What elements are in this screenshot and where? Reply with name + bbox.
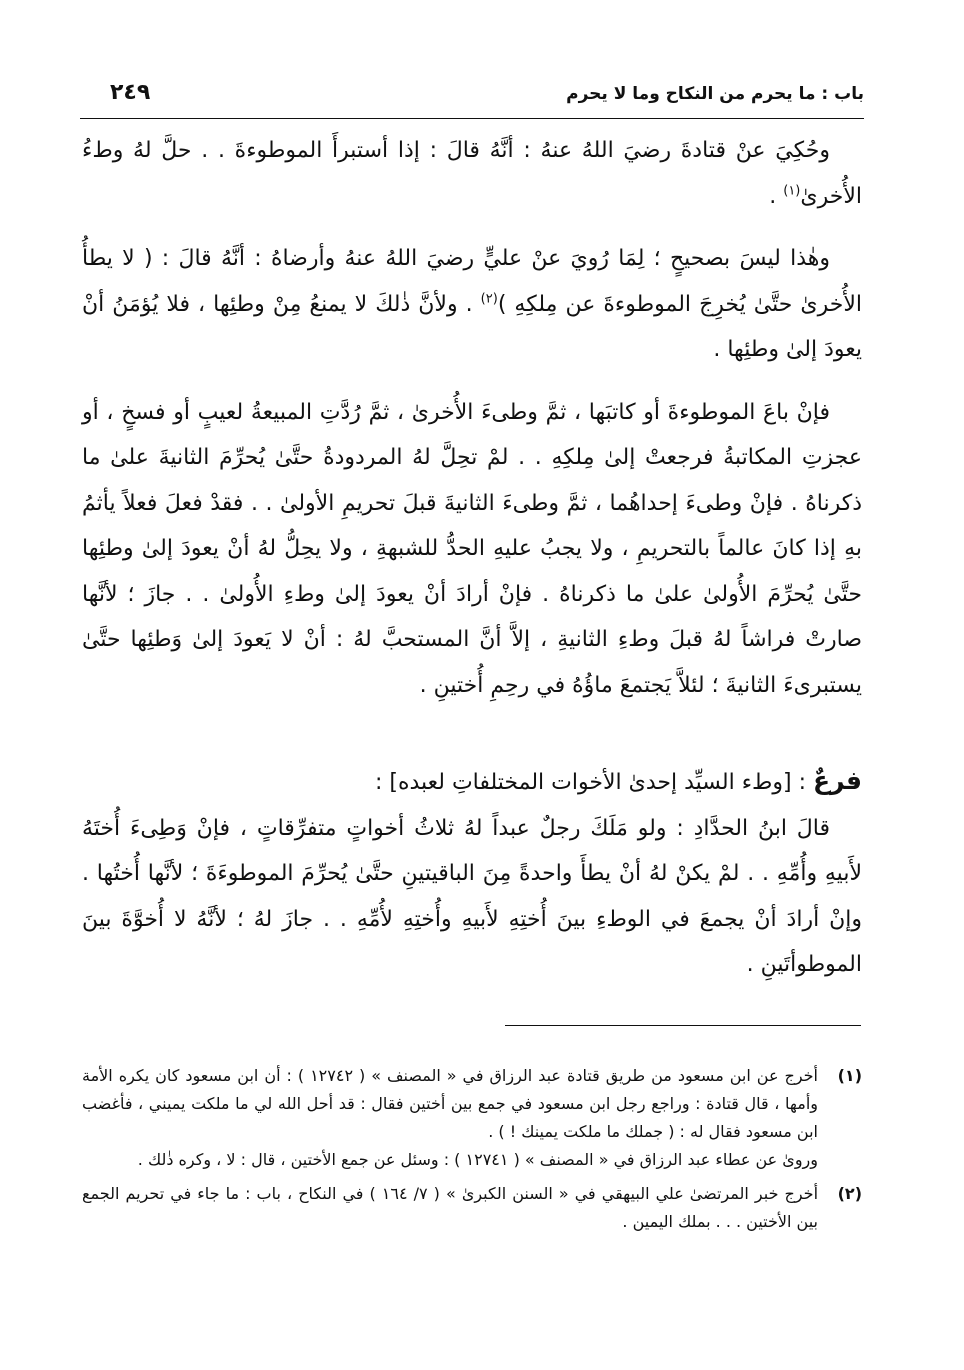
section-heading-title: : [وطء السيِّد إحدىٰ الأخوات المختلفاتِ لعبده] :: [374, 770, 813, 795]
section-heading: [82, 758, 862, 806]
page-number: ٢٤٩: [110, 80, 151, 105]
header-rule: [80, 118, 864, 119]
footnote-number: (١): [837, 1066, 862, 1085]
paragraph-1: [82, 128, 862, 219]
paragraph-4: قالَ ابنُ الحدَّادِ : ولو مَلَكَ رجلٌ عبداً لهُ ثلاثُ أخواتٍ متفرِّقاتٍ ، فإنْ وَطِىءَ أُختَهُ لأَبيهِ وأُمِّهِ . . لمْ يكنْ لهُ أنْ يطأَ واحدةً مِنَ الباقيتينِ حتَّىٰ يُحرِّمَ الموطوءَةَ ؛ لأنَّها أُختُها . وإنْ أرادَ أنْ يجمعَ في الوطءِ بينَ أُختِهِ لأَبيهِ وأُختِهِ لأُمِّهِ . . جازَ لهُ ؛ لأنَّهُ لا أُخوَّةَ بينَ الموطوأتَينِ .: [82, 815, 862, 977]
page-header: [80, 80, 864, 114]
footnotes: [82, 1062, 862, 1242]
footnote-text: وروىٰ عن عطاء عبد الرزاق في « المصنف » ( ١٢٧٤١ ) : وسئل عن جمع الأختين ، قال : لا ، وكره ذٰلك .: [137, 1150, 818, 1169]
paragraph-1-end: .: [769, 183, 784, 209]
footnote-2: [82, 1180, 862, 1236]
footnote-ref-1: (١): [783, 183, 801, 199]
footnote-number: (٢): [837, 1184, 862, 1203]
footnote-1: [82, 1062, 862, 1174]
far-label: فرعٌ: [813, 766, 862, 795]
paragraph-2-end: . ولأنَّ ذٰلكَ لا يمنعُ مِنْ وطئِها ، فلا يُؤمَنُ أنْ يعودَ إلىٰ وطئِها .: [82, 291, 862, 362]
footnote-ref-2: (٢): [480, 291, 498, 307]
running-title: باب : ما يحرم من النكاح وما لا يحرم: [566, 84, 864, 104]
footnote-text: أخرج خبر المرتضىٰ علي البيهقي في « السنن الكبرىٰ » ( ٧/ ١٦٤ ) في النكاح ، باب : ما جاء في تحريم الجمع بين الأختين . . . بملك اليمين .: [82, 1184, 819, 1231]
main-text: [82, 128, 862, 1005]
paragraph-2: [82, 236, 862, 373]
paragraph-2-text: وهٰذا ليسَ بصحيحٍ ؛ لِمَا رُويَ عنْ عليٍّ رضيَ اللهُ عنهُ وأرضاهُ : أنَّهُ قالَ : ( لا يطأُ الأُخرىٰ حتَّىٰ يُخرِجَ الموطوءةَ عن مِلكِهِ ): [82, 246, 862, 317]
paragraph-3: فإنْ باعَ الموطوءةَ أو كاتبَها ، ثمَّ وطىءَ الأُخرىٰ ، ثمَّ رُدَّتِ المبيعةُ لعيبٍ أو فسخٍ ، أو عجزتِ المكاتبةُ فرجعتْ إلىٰ مِلكِهِ . . لمْ تحِلَّ لهُ المردودةُ حتَّىٰ يُحرِّمَ الثانيةَ علىٰ ما ذكرناهُ . فإنْ وطىءَ إحداهُما ، ثمَّ وطىءَ الثانيةَ قبلَ تحريمِ الأولىٰ . . فقدْ فعلَ فعلاً يأثمُ بهِ إذا كانَ عالماً بالتحريمِ ، ولا يجبُ عليهِ الحدُّ للشبهةِ ، ولا يحِلُّ لهُ أنْ يعودَ إلىٰ وطئِها حتَّىٰ يُحرِّمَ الأُولىٰ علىٰ ما ذكرناهُ . فإنْ أرادَ أنْ يعودَ إلىٰ وطءِ الأُولىٰ . . جازَ ؛ لأنَّها صارتْ فراشاً لهُ قبلَ وطءِ الثانيةِ ، إلاَّ أنَّ المستحبَّ لهُ : أنْ لا يَعودَ إلىٰ وَطئِها حتَّىٰ يستبرىءَ الثانيةَ ؛ لئلاَّ يَجتمعَ ماؤُهُ في رحِمِ أُختينِ .: [82, 399, 862, 698]
footnote-text: أخرج عن ابن مسعود من طريق قتادة عبد الرزاق في « المصنف » ( ١٢٧٤٢ ) : أن ابن مسعود كان يكره الأمة وأمها ، قال قتادة : وراجع رجل ابن مسعود في جمع بين أختين فقال : قد أحل الله لي ما ملكت يميني ، فأغضب ابن مسعود فقال له : ( جملك ما ملكت يمينك ! ) .: [82, 1066, 818, 1141]
paragraph-1-text: وحُكِيَ عنْ قتادةَ رضيَ اللهُ عنهُ : أنَّهُ قالَ : إذا أستبرأَ الموطوءةَ . . حلَّ لهُ وطءُ الأُخرىٰ: [82, 138, 862, 209]
footnote-rule: [505, 1025, 861, 1026]
